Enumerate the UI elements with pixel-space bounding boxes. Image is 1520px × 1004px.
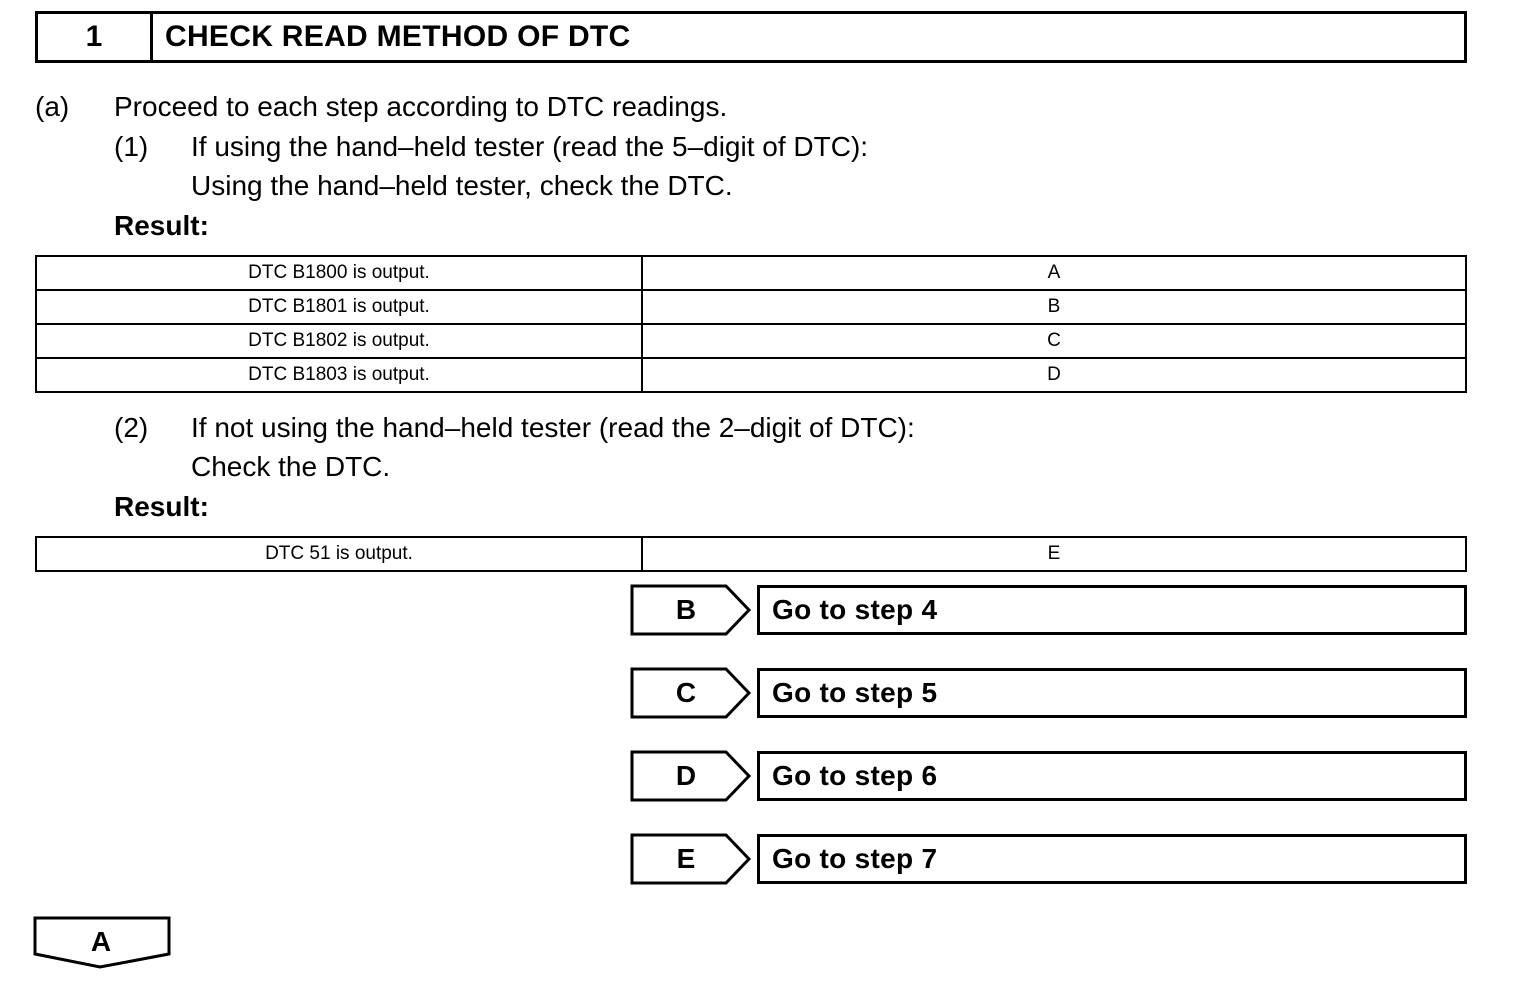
result-cell: E — [642, 537, 1466, 571]
condition-cell: DTC B1803 is output. — [36, 358, 642, 392]
result-label-1: Result: — [114, 210, 209, 241]
condition-cell: DTC B1801 is output. — [36, 290, 642, 324]
item1-label: (1) — [114, 131, 149, 162]
item2-text: If not using the hand–held tester (read the 2–digit of DTC): — [191, 412, 915, 443]
table-row — [36, 324, 1466, 358]
step-title: CHECK READ METHOD OF DTC — [165, 20, 631, 53]
branch-d — [630, 750, 1467, 802]
condition-cell: DTC B1802 is output. — [36, 324, 642, 358]
result-label-2: Result: — [114, 491, 209, 522]
item1-text2: Using the hand–held tester, check the DTC. — [191, 170, 733, 201]
table-row — [36, 290, 1466, 324]
result-table-2 — [35, 536, 1467, 572]
result-cell: C — [642, 324, 1466, 358]
branch-code: D — [675, 760, 697, 791]
result-cell: A — [642, 256, 1466, 290]
table-row — [36, 537, 1466, 571]
branch-code: B — [675, 594, 697, 625]
result-table-1 — [35, 255, 1467, 393]
table-row — [36, 256, 1466, 290]
continue-a — [33, 916, 173, 970]
item2-label: (2) — [114, 412, 149, 443]
result-cell: D — [642, 358, 1466, 392]
branch-b — [630, 584, 1467, 636]
branch-code: C — [675, 677, 697, 708]
condition-cell: DTC B1800 is output. — [36, 256, 642, 290]
goto-box: Go to step 6 — [757, 751, 1467, 801]
result-cell: B — [642, 290, 1466, 324]
branch-e — [630, 833, 1467, 885]
branch-c — [630, 667, 1467, 719]
section-a-text: Proceed to each step according to DTC readings. — [114, 91, 728, 122]
branch-code: E — [676, 843, 696, 874]
step-header — [35, 11, 1467, 63]
step-number: 1 — [38, 14, 153, 60]
item1-text: If using the hand–held tester (read the 5–digit of DTC): — [191, 131, 869, 162]
goto-box: Go to step 5 — [757, 668, 1467, 718]
table-row — [36, 358, 1466, 392]
goto-box: Go to step 7 — [757, 834, 1467, 884]
item2-text2: Check the DTC. — [191, 451, 391, 482]
goto-box: Go to step 4 — [757, 585, 1467, 635]
continue-code: A — [90, 926, 112, 957]
condition-cell: DTC 51 is output. — [36, 537, 642, 571]
section-a-label: (a) — [35, 91, 70, 122]
